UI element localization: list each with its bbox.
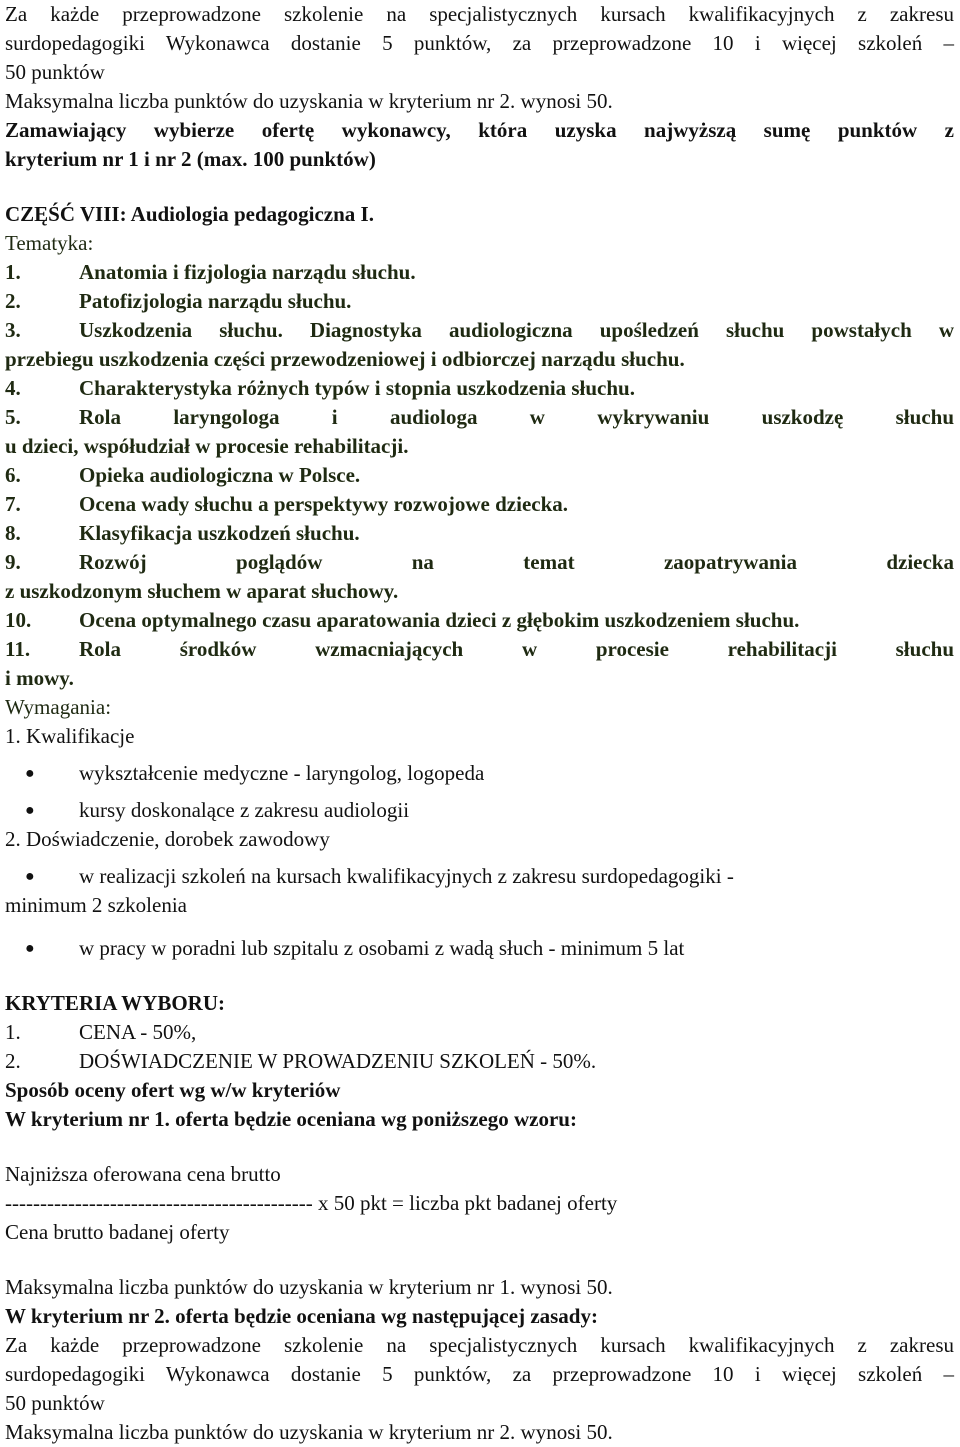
intro-choice-line: kryterium nr 1 i nr 2 (max. 100 punktów): [5, 147, 376, 171]
bullet-dot-icon: ●: [25, 765, 35, 782]
criterion-1-heading: W kryterium nr 1. oferta będzie oceniana wg poniższego wzoru:: [5, 1107, 577, 1131]
topic-item: 8. Klasyfikacja uszkodzeń słuchu.: [5, 521, 360, 545]
bullet-dot-icon: ●: [25, 802, 35, 819]
criterion-2-max: Maksymalna liczba punktów do uzyskania w kryterium nr 2. wynosi 50.: [5, 1420, 613, 1444]
bullet-item-continuation: minimum 2 szkolenia: [5, 893, 187, 917]
requirements-label: Wymagania:: [5, 695, 112, 719]
evaluation-method: Sposób oceny ofert wg w/w kryteriów: [5, 1078, 341, 1102]
criteria-item: 2. DOŚWIADCZENIE W PROWADZENIU SZKOLEŃ - 50%.: [5, 1049, 597, 1073]
criterion-2-heading: W kryterium nr 2. oferta będzie oceniana wg następującej zasady:: [5, 1304, 598, 1328]
topic-item: 7. Ocena wady słuchu a perspektywy rozwojowe dziecka.: [5, 492, 569, 516]
intro-max-points: Maksymalna liczba punktów do uzyskania w kryterium nr 2. wynosi 50.: [5, 89, 613, 113]
intro-line: surdopedagogiki Wykonawca dostanie 5 punktów, za przeprowadzone 10 i więcej szkoleń –: [5, 31, 954, 55]
part-title: CZĘŚĆ VIII: Audiologia pedagogiczna I.: [5, 202, 374, 226]
topic-item-continuation: z uszkodzonym słuchem w aparat słuchowy.: [5, 579, 399, 603]
criteria-item: 1. CENA - 50%,: [5, 1020, 197, 1044]
criteria-heading: KRYTERIA WYBORU:: [5, 991, 225, 1015]
topic-item-continuation: przebiegu uszkodzenia części przewodzeniowej i odbiorczej narządu słuchu.: [5, 347, 685, 371]
topic-item-continuation: u dzieci, współudział w procesie rehabilitacji.: [5, 434, 409, 458]
topics-list: [5, 258, 954, 693]
intro-line: 50 punktów: [5, 60, 105, 84]
criterion-2-line: Za każde przeprowadzone szkolenie na specjalistycznych kursach kwalifikacyjnych z zakresu: [5, 1333, 954, 1357]
topic-item: 1. Anatomia i fizjologia narządu słuchu.: [5, 260, 416, 284]
bullet-dot-icon: ●: [25, 868, 35, 885]
topic-item: 5. Rola laryngologa i audiologa w wykrywaniu uszkodzę słuchu: [5, 405, 954, 429]
topic-item: 4. Charakterystyka różnych typów i stopnia uszkodzenia słuchu.: [5, 376, 635, 400]
bullet-item: ● kursy doskonalące z zakresu audiologii: [5, 796, 954, 825]
qualifications-heading: 1. Kwalifikacje: [5, 724, 135, 748]
topic-item: 6. Opieka audiologiczna w Polsce.: [5, 463, 361, 487]
criterion-1-max: Maksymalna liczba punktów do uzyskania w kryterium nr 1. wynosi 50.: [5, 1275, 613, 1299]
bullet-item: ● wykształcenie medyczne - laryngolog, logopeda: [5, 759, 954, 788]
topic-item: 2. Patofizjologia narządu słuchu.: [5, 289, 352, 313]
formula-denominator: Cena brutto badanej oferty: [5, 1220, 230, 1244]
intro-choice-line: Zamawiający wybierze ofertę wykonawcy, która uzyska najwyższą sumę punktów z: [5, 118, 954, 142]
bullet-item: ● w pracy w poradni lub szpitalu z osobami z wadą słuch - minimum 5 lat: [5, 934, 954, 963]
topic-item-continuation: i mowy.: [5, 666, 74, 690]
criterion-2-line: 50 punktów: [5, 1391, 105, 1415]
intro-line: Za każde przeprowadzone szkolenie na specjalistycznych kursach kwalifikacyjnych z zakresu: [5, 2, 954, 26]
topic-item: 11. Rola środków wzmacniających w procesie rehabilitacji słuchu: [5, 637, 954, 661]
experience-heading: 2. Doświadczenie, dorobek zawodowy: [5, 827, 330, 851]
topic-item: 10. Ocena optymalnego czasu aparatowania dzieci z głębokim uszkodzeniem słuchu.: [5, 608, 800, 632]
topic-item: 9. Rozwój poglądów na temat zaopatrywania dziecka: [5, 550, 954, 574]
topics-label: Tematyka:: [5, 231, 94, 255]
criterion-2-line: surdopedagogiki Wykonawca dostanie 5 punktów, za przeprowadzone 10 i więcej szkoleń –: [5, 1362, 954, 1386]
bullet-dot-icon: ●: [25, 940, 35, 957]
formula-numerator: Najniższa oferowana cena brutto: [5, 1162, 281, 1186]
bullet-item: ● w realizacji szkoleń na kursach kwalifikacyjnych z zakresu surdopedagogiki -: [5, 862, 954, 891]
formula-line: -------------------------------------------- x 50 pkt = liczba pkt badanej oferty: [5, 1191, 618, 1215]
topic-item: 3. Uszkodzenia słuchu. Diagnostyka audiologiczna upośledzeń słuchu powstałych w: [5, 318, 954, 342]
